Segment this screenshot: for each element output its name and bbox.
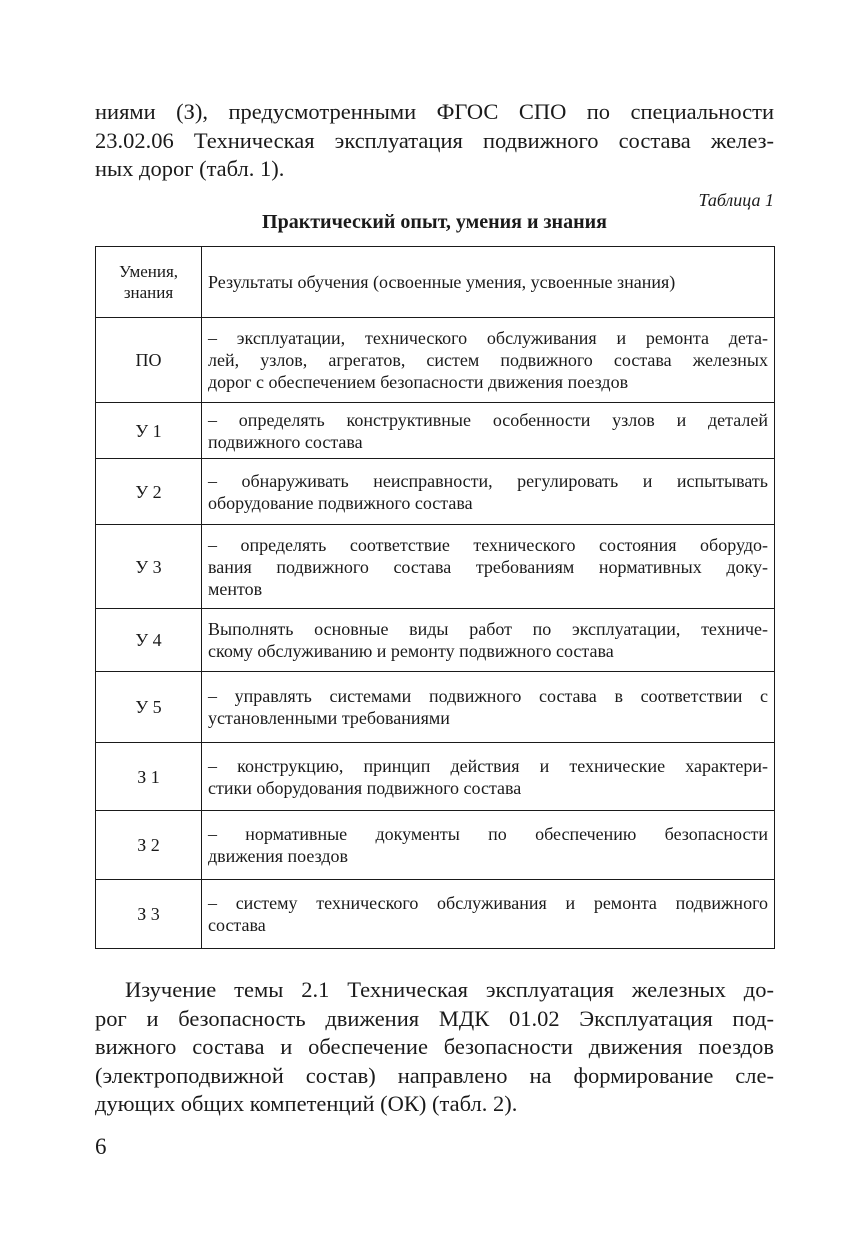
text-line: (электроподвижной состав) направлено на формирование сле- xyxy=(95,1062,774,1088)
text-line: подвижного состава xyxy=(208,431,363,452)
table-row xyxy=(96,609,775,672)
text-line: 23.02.06 Техническая эксплуатация подвижного состава желез- xyxy=(95,127,774,153)
header-description-cell xyxy=(202,247,775,318)
table-label: Таблица 1 xyxy=(698,190,774,210)
text-line: скому обслуживанию и ремонту подвижного состава xyxy=(208,641,614,661)
table-title: Практический опыт, умения и знания xyxy=(262,211,607,233)
text-line: стики оборудования подвижного состава xyxy=(208,777,522,798)
row-description xyxy=(202,609,775,672)
row-description xyxy=(202,403,775,459)
table-row xyxy=(96,459,775,525)
intro-paragraph xyxy=(95,98,774,184)
table-row xyxy=(96,403,775,459)
text-line: – определять конструктивные особенности узлов и деталей xyxy=(208,409,768,430)
text-line: Выполнять основные виды работ по эксплуатации, техниче- xyxy=(208,619,768,639)
table-row xyxy=(96,525,775,609)
text-line: дующих общих компетенций (ОК) (табл. 2). xyxy=(95,1091,518,1116)
row-code: З 1 xyxy=(96,743,202,811)
page-number: 6 xyxy=(95,1134,107,1159)
header-code-cell xyxy=(96,247,202,318)
row-code: У 1 xyxy=(96,403,202,459)
text-line: вижного состава и обеспечение безопасности движения поездов xyxy=(95,1034,774,1059)
text-line: – конструкцию, принцип действия и технические характери- xyxy=(208,755,768,776)
text-line: – эксплуатации, технического обслуживания и ремонта дета- xyxy=(208,328,768,348)
row-code: З 3 xyxy=(96,880,202,949)
header-code-line: знания xyxy=(123,283,174,302)
text-line: – управлять системами подвижного состава в соответствии с xyxy=(208,686,768,706)
row-code: З 2 xyxy=(96,811,202,880)
text-line: установленными требованиями xyxy=(208,708,450,728)
text-line: дорог с обеспечением безопасности движения поездов xyxy=(208,372,629,392)
closing-paragraph xyxy=(95,976,774,1119)
table-header-row xyxy=(96,247,775,318)
text-line: рог и безопасность движения МДК 01.02 Эксплуатация под- xyxy=(95,1005,774,1031)
skills-table xyxy=(95,246,775,949)
row-code: ПО xyxy=(96,318,202,403)
header-description: Результаты обучения (освоенные умения, усвоенные знания) xyxy=(208,272,676,292)
text-line: – нормативные документы по обеспечению безопасности xyxy=(208,824,768,844)
row-description xyxy=(202,318,775,403)
text-line: – систему технического обслуживания и ремонта подвижного xyxy=(208,893,768,913)
text-line: состава xyxy=(208,915,266,935)
text-line: оборудование подвижного состава xyxy=(208,492,473,513)
row-description xyxy=(202,525,775,609)
text-line: ментов xyxy=(208,578,263,599)
header-code-line: Умения, xyxy=(118,262,179,281)
row-code: У 2 xyxy=(96,459,202,525)
text-line: ных дорог (табл. 1). xyxy=(95,156,285,181)
table-row xyxy=(96,318,775,403)
text-line: – определять соответствие технического состояния оборудо- xyxy=(208,534,768,555)
text-line: – обнаруживать неисправности, регулировать и испытывать xyxy=(208,470,768,491)
table-row xyxy=(96,743,775,811)
row-description xyxy=(202,743,775,811)
table-row xyxy=(96,811,775,880)
row-description xyxy=(202,880,775,949)
text-line: ниями (З), предусмотренными ФГОС СПО по специальности xyxy=(95,99,774,124)
row-code: У 5 xyxy=(96,672,202,743)
text-line: лей, узлов, агрегатов, систем подвижного состава железных xyxy=(208,350,768,370)
table-row xyxy=(96,672,775,743)
table-row xyxy=(96,880,775,949)
row-description xyxy=(202,811,775,880)
row-code: У 3 xyxy=(96,525,202,609)
text-line: движения поездов xyxy=(208,846,349,866)
row-description xyxy=(202,459,775,525)
text-line: вания подвижного состава требованиям нормативных доку- xyxy=(208,556,768,577)
text-line: Изучение темы 2.1 Техническая эксплуатация железных до- xyxy=(125,977,774,1002)
row-code: У 4 xyxy=(96,609,202,672)
row-description xyxy=(202,672,775,743)
